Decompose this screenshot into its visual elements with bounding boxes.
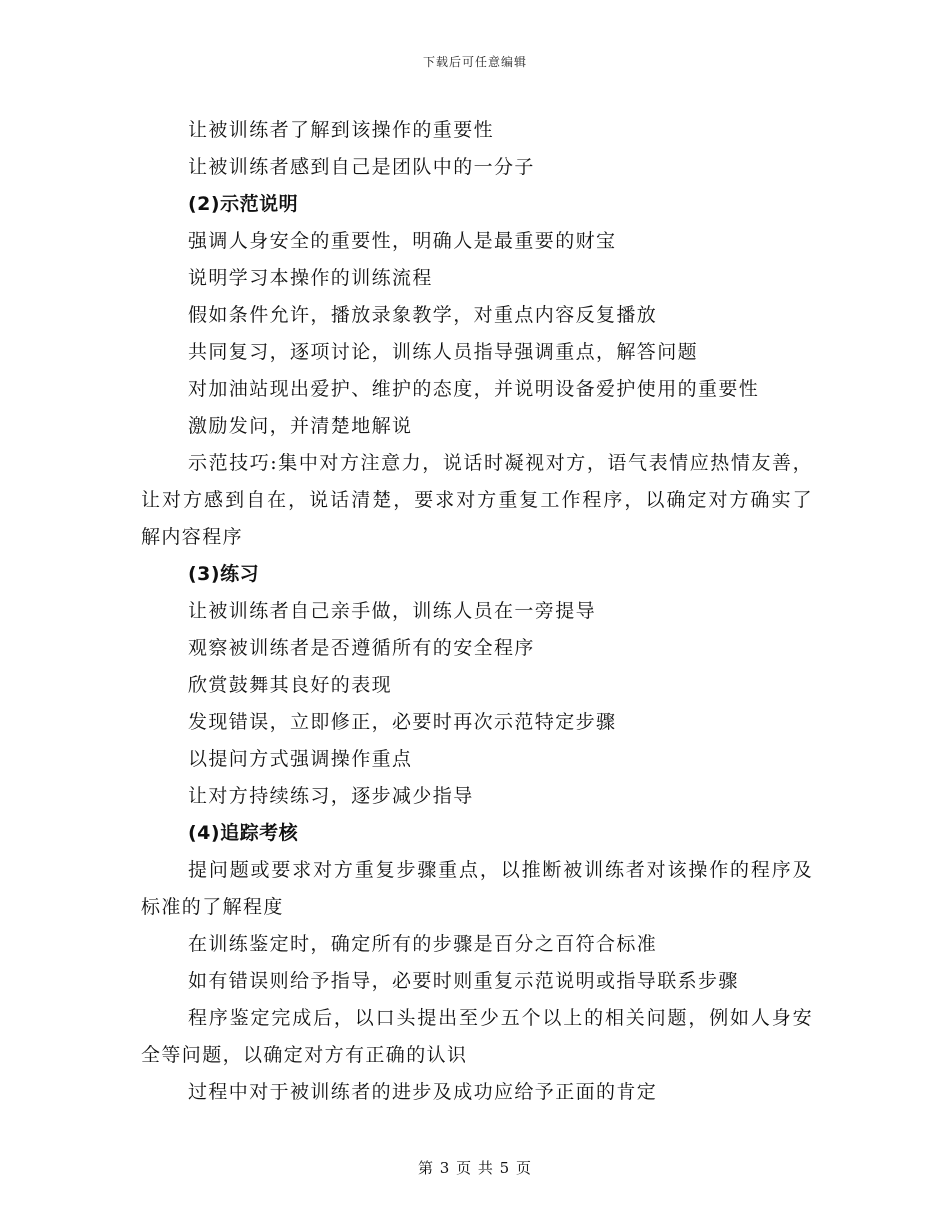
section-heading: (3)练习 xyxy=(188,563,260,585)
list-item: 在训练鉴定时，确定所有的步骤是百分之百符合标准 xyxy=(188,933,658,955)
body-paragraph: 示范技巧:集中对方注意力，说话时凝视对方，语气表情应热情友善，让对方感到自在，说话清楚，要求对方重复工作程序，以确定对方确实了解内容程序 xyxy=(141,452,813,548)
list-item: 激励发问，并清楚地解说 xyxy=(188,415,413,437)
body-paragraph: 程序鉴定完成后，以口头提出至少五个以上的相关问题，例如人身安全等问题，以确定对方有正确的认识 xyxy=(141,1007,813,1066)
list-item: 假如条件允许，播放录象教学，对重点内容反复播放 xyxy=(188,304,658,326)
list-item: 让对方持续练习，逐步减少指导 xyxy=(188,785,474,807)
list-item: 如有错误则给予指导，必要时则重复示范说明或指导联系步骤 xyxy=(188,970,739,992)
list-item: 共同复习，逐项讨论，训练人员指导强调重点，解答问题 xyxy=(188,341,699,363)
document-body xyxy=(141,112,813,1111)
list-item: 欣赏鼓舞其良好的表现 xyxy=(188,674,393,696)
body-paragraph: 提问题或要求对方重复步骤重点，以推断被训练者对该操作的程序及标准的了解程度 xyxy=(141,859,813,918)
list-item: 发现错误，立即修正，必要时再次示范特定步骤 xyxy=(188,711,617,733)
body-line: 过程中对于被训练者的进步及成功应给予正面的肯定 xyxy=(188,1081,658,1103)
list-item: 以提问方式强调操作重点 xyxy=(188,748,413,770)
section-heading: (4)追踪考核 xyxy=(188,822,299,844)
body-line: 让被训练者了解到该操作的重要性 xyxy=(188,119,495,141)
list-item: 说明学习本操作的训练流程 xyxy=(188,267,433,289)
page-header: 下载后可任意编辑 xyxy=(422,55,527,69)
list-item: 强调人身安全的重要性，明确人是最重要的财宝 xyxy=(188,230,617,252)
section-heading: (2)示范说明 xyxy=(188,193,299,215)
page-number: 第 3 页 共 5 页 xyxy=(418,1159,532,1177)
list-item: 观察被训练者是否遵循所有的安全程序 xyxy=(188,637,535,659)
list-item: 让被训练者自己亲手做，训练人员在一旁提导 xyxy=(188,600,597,622)
body-line: 让被训练者感到自己是团队中的一分子 xyxy=(188,156,535,178)
list-item: 对加油站现出爱护、维护的态度，并说明设备爱护使用的重要性 xyxy=(188,378,760,400)
